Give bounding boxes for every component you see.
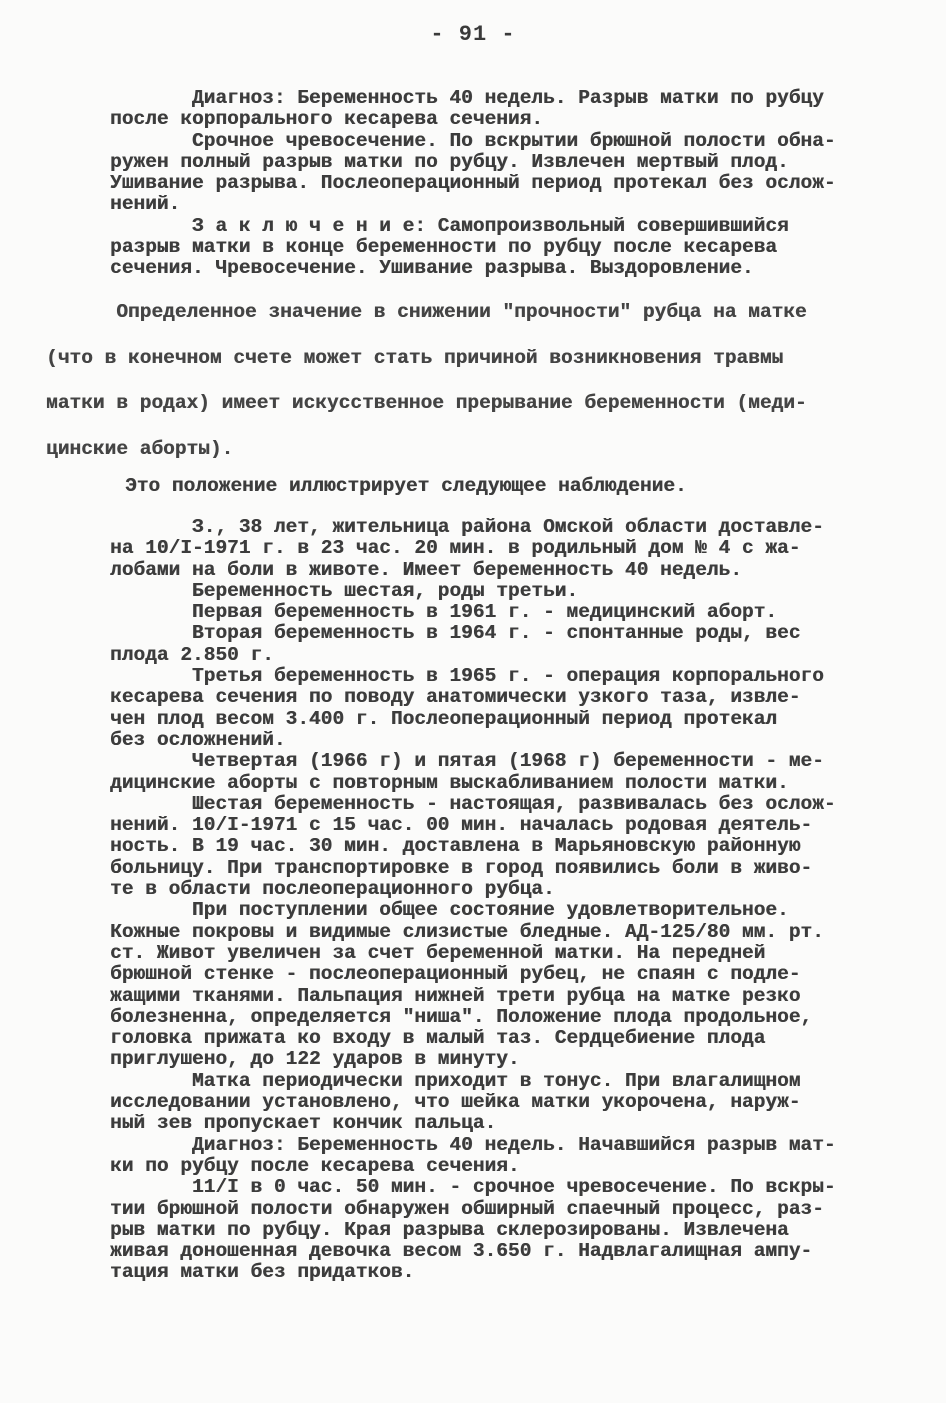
- page-number: - 91 -: [430, 22, 516, 47]
- paragraph-diagnosis-conclusion: Диагноз: Беременность 40 недель. Разрыв матки по рубцу после корпорального кесарева сечения. Срочное чревосечение. По вскрытии брюшной полости обна- ружен полный разрыв матки по рубцу. Извлечен мертвый плод. Ушивание разрыва. Послеоперационный период протекал без ослож- нений. З а к л ю ч е н и е: Самопроизвольный совершившийся разрыв матки в конце беременности по рубцу после кесарева сечения. Чревосечение. Ушивание разрыва. Выздоровление.: [110, 87, 836, 280]
- paragraph-illustration-intro: Это положение иллюстрирует следующее наблюдение.: [125, 475, 687, 497]
- paragraph-case-report: З., 38 лет, жительница района Омской области доставле- на 10/I-1971 г. в 23 час. 20 мин. в родильный дом № 4 с жа- лобами на боли в животе. Имеет беременность 40 недель. Беременность шестая, роды третьи. Первая беременность в 1961 г. - медицинский аборт. Вторая беременность в 1964 г. - спонтанные роды, вес плода 2.850 г. Третья беременность в 1965 г. - операция корпорального кесарева сечения по поводу анатомически узкого таза, извле- чен плод весом 3.400 г. Послеоперационный период протекал без осложнений. Четвертая (1966 г) и пятая (1968 г) беременности - ме- дицинские аборты с повторным выскабливанием полости матки. Шестая беременность - настоящая, развивалась без ослож- нений. 10/I-1971 с 15 час. 00 мин. началась родовая деятель- ность. В 19 час. 30 мин. доставлена в Марьяновскую районную больницу. При транспортировке в город появились боли в живо- те в области послеоперационного рубца. При поступлении общее состояние удовлетворительное. Кожные покровы и видимые слизистые бледные. АД-125/80 мм. рт. ст. Живот увеличен за счет беременной матки. На передней брюшной стенке - послеоперационный рубец, не спаян с подле- жащими тканями. Пальпация нижней трети рубца на матке резко болезненна, определяется "ниша". Положение плода продольное, головка прижата ко входу в малый таз. Сердцебиение плода приглушено, до 122 ударов в минуту. Матка периодически приходит в тонус. При влагалищном исследовании установлено, что шейка матки укорочена, наруж- ный зев пропускает кончик пальца. Диагноз: Беременность 40 недель. Начавшийся разрыв мат- ки по рубцу после кесарева сечения. 11/I в 0 час. 50 мин. - срочное чревосечение. По вскры- тии брюшной полости обнаружен обширный спаечный процесс, раз- рыв матки по рубцу. Края разрыва склерозированы. Извлечена живая доношенная девочка весом 3.650 г. Надвлагалищная ампу- тация матки без придатков.: [110, 516, 836, 1284]
- paragraph-abortion-significance: Определенное значение в снижении "прочности" рубца на матке (что в конечном счете может стать причиной возникновения травмы матки в родах) имеет искусственное прерывание беременности (меди- цинские аборты).: [46, 301, 807, 460]
